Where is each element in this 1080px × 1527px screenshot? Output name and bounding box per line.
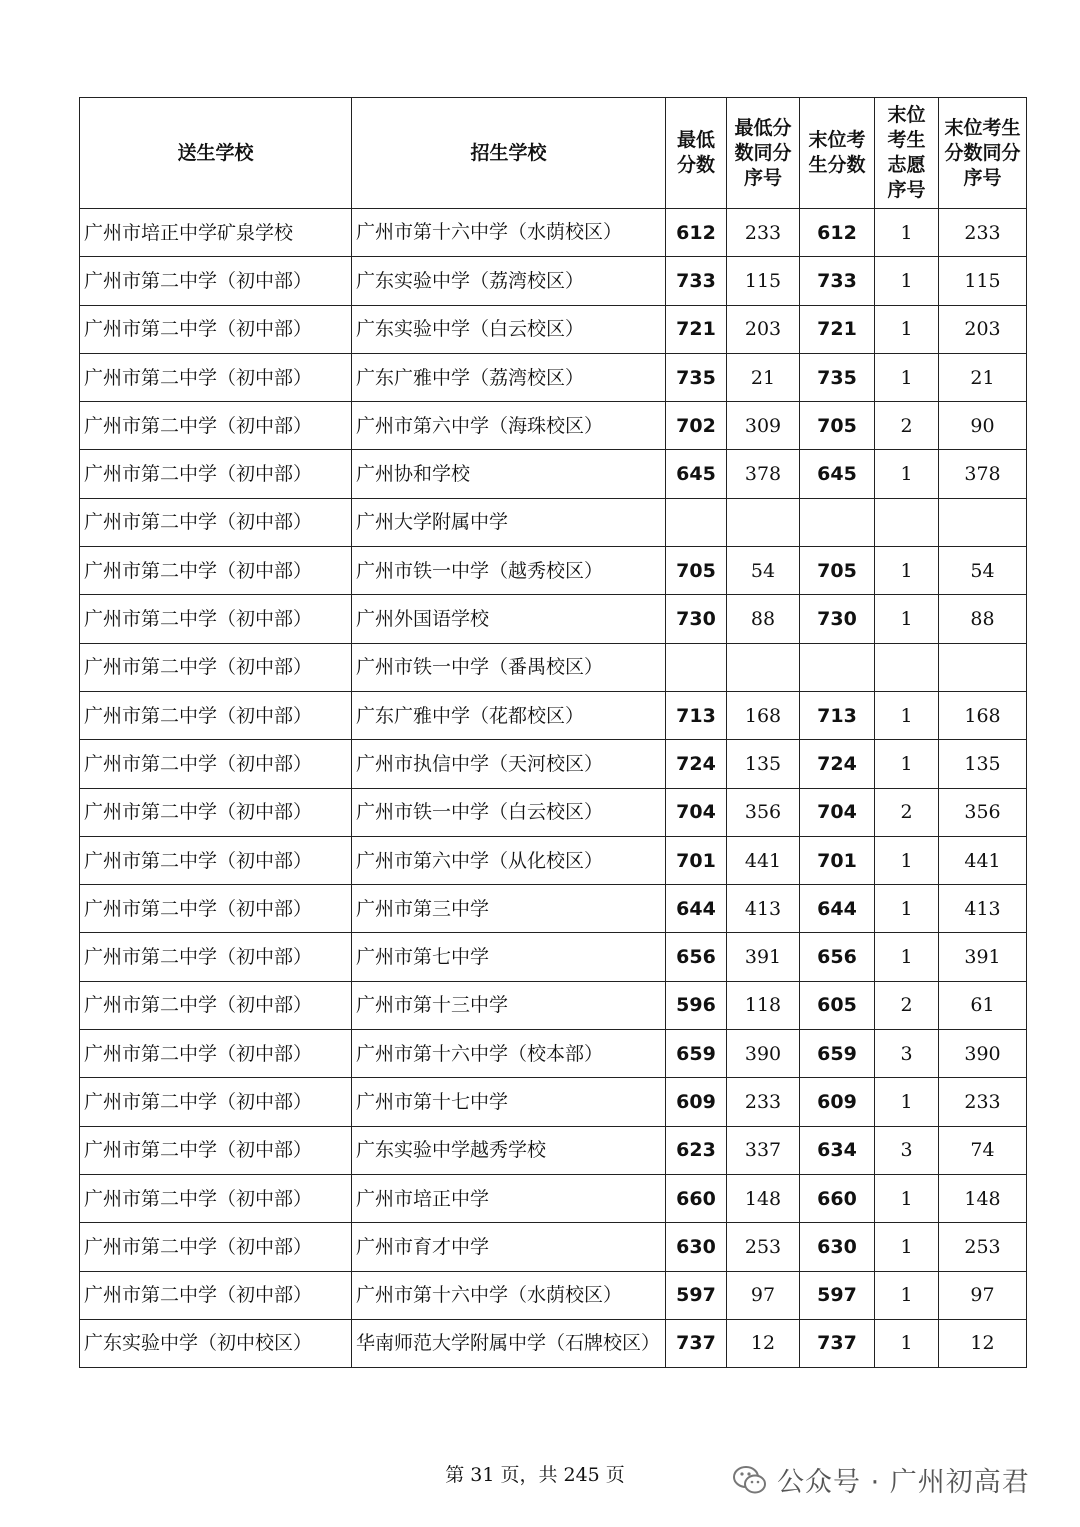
- last-choice-order-cell: 1: [875, 305, 939, 353]
- header-admitting-school: 招生学校: [352, 98, 666, 209]
- sending-school-cell: 广州市第二中学（初中部）: [80, 353, 352, 401]
- sending-school-cell: 广州市培正中学矿泉学校: [80, 209, 352, 257]
- min-score-rank-cell: [727, 643, 800, 691]
- min-score-cell: 656: [666, 933, 727, 981]
- last-score-cell: 713: [800, 691, 875, 739]
- sending-school-cell: 广州市第二中学（初中部）: [80, 885, 352, 933]
- sending-school-cell: 广州市第二中学（初中部）: [80, 788, 352, 836]
- sending-school-cell: 广州市第二中学（初中部）: [80, 1126, 352, 1174]
- min-score-rank-cell: 233: [727, 209, 800, 257]
- last-score-cell: 701: [800, 836, 875, 884]
- last-score-rank-cell: 233: [939, 209, 1027, 257]
- min-score-rank-cell: 441: [727, 836, 800, 884]
- sending-school-cell: 广州市第二中学（初中部）: [80, 691, 352, 739]
- last-choice-order-cell: 1: [875, 1319, 939, 1367]
- admitting-school-cell: 广州市培正中学: [352, 1174, 666, 1222]
- last-score-rank-cell: 203: [939, 305, 1027, 353]
- table-row: [80, 740, 1027, 788]
- min-score-rank-cell: 168: [727, 691, 800, 739]
- last-score-cell: 724: [800, 740, 875, 788]
- admitting-school-cell: 广东广雅中学（荔湾校区）: [352, 353, 666, 401]
- last-score-rank-cell: 356: [939, 788, 1027, 836]
- admitting-school-cell: 广东实验中学（荔湾校区）: [352, 257, 666, 305]
- min-score-rank-cell: 88: [727, 595, 800, 643]
- min-score-rank-cell: 337: [727, 1126, 800, 1174]
- min-score-rank-cell: 148: [727, 1174, 800, 1222]
- table-row: [80, 885, 1027, 933]
- header-last-choice-order: 末位 考生 志愿 序号: [875, 98, 939, 209]
- min-score-rank-cell: 115: [727, 257, 800, 305]
- admitting-school-cell: 华南师范大学附属中学（石牌校区）: [352, 1319, 666, 1367]
- min-score-rank-cell: 378: [727, 450, 800, 498]
- last-score-cell: 721: [800, 305, 875, 353]
- last-score-rank-cell: [939, 498, 1027, 546]
- last-score-rank-cell: 378: [939, 450, 1027, 498]
- admitting-school-cell: 广州市铁一中学（越秀校区）: [352, 547, 666, 595]
- min-score-cell: 701: [666, 836, 727, 884]
- min-score-rank-cell: 309: [727, 402, 800, 450]
- min-score-rank-cell: 390: [727, 1030, 800, 1078]
- table-row: [80, 450, 1027, 498]
- table-row: [80, 595, 1027, 643]
- header-min-score: 最低 分数: [666, 98, 727, 209]
- last-score-cell: 645: [800, 450, 875, 498]
- table-row: [80, 257, 1027, 305]
- last-choice-order-cell: 3: [875, 1126, 939, 1174]
- min-score-cell: 644: [666, 885, 727, 933]
- table-header-row: [80, 98, 1027, 209]
- min-score-rank-cell: 12: [727, 1319, 800, 1367]
- min-score-cell: 596: [666, 981, 727, 1029]
- admitting-school-cell: 广州市第六中学（从化校区）: [352, 836, 666, 884]
- table-row: [80, 402, 1027, 450]
- last-score-cell: 609: [800, 1078, 875, 1126]
- last-choice-order-cell: 3: [875, 1030, 939, 1078]
- table-row: [80, 1126, 1027, 1174]
- sending-school-cell: 广州市第二中学（初中部）: [80, 1174, 352, 1222]
- last-score-rank-cell: 97: [939, 1271, 1027, 1319]
- last-score-rank-cell: 441: [939, 836, 1027, 884]
- min-score-cell: [666, 498, 727, 546]
- min-score-cell: 609: [666, 1078, 727, 1126]
- admitting-school-cell: 广州市第三中学: [352, 885, 666, 933]
- admitting-school-cell: 广州大学附属中学: [352, 498, 666, 546]
- last-choice-order-cell: 1: [875, 691, 939, 739]
- min-score-rank-cell: 21: [727, 353, 800, 401]
- last-score-cell: 597: [800, 1271, 875, 1319]
- table-row: [80, 1319, 1027, 1367]
- last-choice-order-cell: 2: [875, 981, 939, 1029]
- sending-school-cell: 广州市第二中学（初中部）: [80, 836, 352, 884]
- sending-school-cell: 广州市第二中学（初中部）: [80, 1223, 352, 1271]
- last-choice-order-cell: [875, 643, 939, 691]
- sending-school-cell: 广州市第二中学（初中部）: [80, 1030, 352, 1078]
- min-score-rank-cell: 253: [727, 1223, 800, 1271]
- last-choice-order-cell: 1: [875, 1271, 939, 1319]
- wechat-icon: [733, 1465, 767, 1495]
- table-row: [80, 1223, 1027, 1271]
- last-score-rank-cell: 115: [939, 257, 1027, 305]
- table-row: [80, 788, 1027, 836]
- last-score-cell: 605: [800, 981, 875, 1029]
- admitting-school-cell: 广州市铁一中学（白云校区）: [352, 788, 666, 836]
- header-min-score-rank: 最低分 数同分 序号: [727, 98, 800, 209]
- admitting-school-cell: 广州市育才中学: [352, 1223, 666, 1271]
- admitting-school-cell: 广州协和学校: [352, 450, 666, 498]
- min-score-cell: 623: [666, 1126, 727, 1174]
- table-row: [80, 498, 1027, 546]
- min-score-cell: 702: [666, 402, 727, 450]
- table-row: [80, 691, 1027, 739]
- last-score-rank-cell: 390: [939, 1030, 1027, 1078]
- min-score-cell: 612: [666, 209, 727, 257]
- admitting-school-cell: 广州市第十六中学（校本部）: [352, 1030, 666, 1078]
- table-row: [80, 1030, 1027, 1078]
- table-row: [80, 643, 1027, 691]
- table-row: [80, 981, 1027, 1029]
- min-score-cell: 735: [666, 353, 727, 401]
- last-score-cell: [800, 498, 875, 546]
- min-score-cell: 704: [666, 788, 727, 836]
- last-choice-order-cell: 1: [875, 547, 939, 595]
- last-score-cell: 705: [800, 402, 875, 450]
- table-row: [80, 933, 1027, 981]
- admitting-school-cell: 广州市铁一中学（番禺校区）: [352, 643, 666, 691]
- last-score-rank-cell: 88: [939, 595, 1027, 643]
- admitting-school-cell: 广州市执信中学（天河校区）: [352, 740, 666, 788]
- watermark-text: 公众号 · 广州初高君: [777, 1467, 1030, 1498]
- last-score-rank-cell: 253: [939, 1223, 1027, 1271]
- min-score-rank-cell: 391: [727, 933, 800, 981]
- last-score-rank-cell: 168: [939, 691, 1027, 739]
- last-score-rank-cell: 413: [939, 885, 1027, 933]
- last-score-cell: 730: [800, 595, 875, 643]
- page-number: 第 31 页，共 245 页: [445, 1464, 625, 1486]
- last-choice-order-cell: 1: [875, 209, 939, 257]
- last-choice-order-cell: 1: [875, 836, 939, 884]
- min-score-cell: 737: [666, 1319, 727, 1367]
- last-choice-order-cell: 1: [875, 450, 939, 498]
- last-choice-order-cell: 1: [875, 1174, 939, 1222]
- min-score-cell: 705: [666, 547, 727, 595]
- last-score-rank-cell: 233: [939, 1078, 1027, 1126]
- sending-school-cell: 广州市第二中学（初中部）: [80, 498, 352, 546]
- admission-score-table: [79, 97, 1027, 1368]
- min-score-cell: 721: [666, 305, 727, 353]
- min-score-rank-cell: 135: [727, 740, 800, 788]
- last-score-cell: 644: [800, 885, 875, 933]
- header-last-score-rank: 末位考生 分数同分 序号: [939, 98, 1027, 209]
- table-row: [80, 209, 1027, 257]
- last-score-rank-cell: 391: [939, 933, 1027, 981]
- last-score-cell: 630: [800, 1223, 875, 1271]
- last-score-rank-cell: 21: [939, 353, 1027, 401]
- admitting-school-cell: 广州市第十三中学: [352, 981, 666, 1029]
- admitting-school-cell: 广东实验中学（白云校区）: [352, 305, 666, 353]
- sending-school-cell: 广东实验中学（初中校区）: [80, 1319, 352, 1367]
- sending-school-cell: 广州市第二中学（初中部）: [80, 1271, 352, 1319]
- min-score-cell: 733: [666, 257, 727, 305]
- min-score-rank-cell: 118: [727, 981, 800, 1029]
- admitting-school-cell: 广州市第七中学: [352, 933, 666, 981]
- last-score-cell: 659: [800, 1030, 875, 1078]
- min-score-cell: 660: [666, 1174, 727, 1222]
- last-choice-order-cell: [875, 498, 939, 546]
- table-row: [80, 836, 1027, 884]
- sending-school-cell: 广州市第二中学（初中部）: [80, 740, 352, 788]
- last-score-rank-cell: 12: [939, 1319, 1027, 1367]
- last-score-rank-cell: [939, 643, 1027, 691]
- last-choice-order-cell: 1: [875, 257, 939, 305]
- min-score-cell: 597: [666, 1271, 727, 1319]
- table-row: [80, 547, 1027, 595]
- min-score-rank-cell: 203: [727, 305, 800, 353]
- sending-school-cell: 广州市第二中学（初中部）: [80, 305, 352, 353]
- sending-school-cell: 广州市第二中学（初中部）: [80, 981, 352, 1029]
- watermark: [733, 1460, 1030, 1499]
- table-row: [80, 1271, 1027, 1319]
- min-score-cell: 659: [666, 1030, 727, 1078]
- table-row: [80, 1174, 1027, 1222]
- last-score-rank-cell: 148: [939, 1174, 1027, 1222]
- min-score-cell: 724: [666, 740, 727, 788]
- min-score-rank-cell: 54: [727, 547, 800, 595]
- min-score-rank-cell: 97: [727, 1271, 800, 1319]
- last-choice-order-cell: 2: [875, 402, 939, 450]
- last-choice-order-cell: 1: [875, 1078, 939, 1126]
- admitting-school-cell: 广东实验中学越秀学校: [352, 1126, 666, 1174]
- sending-school-cell: 广州市第二中学（初中部）: [80, 595, 352, 643]
- last-score-cell: 704: [800, 788, 875, 836]
- last-score-cell: 634: [800, 1126, 875, 1174]
- sending-school-cell: 广州市第二中学（初中部）: [80, 402, 352, 450]
- last-score-rank-cell: 74: [939, 1126, 1027, 1174]
- last-score-rank-cell: 54: [939, 547, 1027, 595]
- admitting-school-cell: 广州市第十七中学: [352, 1078, 666, 1126]
- last-score-cell: 705: [800, 547, 875, 595]
- last-choice-order-cell: 1: [875, 740, 939, 788]
- last-score-rank-cell: 135: [939, 740, 1027, 788]
- min-score-rank-cell: [727, 498, 800, 546]
- last-score-cell: 735: [800, 353, 875, 401]
- table-row: [80, 353, 1027, 401]
- min-score-cell: 630: [666, 1223, 727, 1271]
- last-score-cell: 737: [800, 1319, 875, 1367]
- min-score-cell: 730: [666, 595, 727, 643]
- sending-school-cell: 广州市第二中学（初中部）: [80, 257, 352, 305]
- admitting-school-cell: 广州市第十六中学（水荫校区）: [352, 209, 666, 257]
- last-choice-order-cell: 1: [875, 933, 939, 981]
- last-score-cell: 733: [800, 257, 875, 305]
- admitting-school-cell: 广东广雅中学（花都校区）: [352, 691, 666, 739]
- min-score-cell: 713: [666, 691, 727, 739]
- sending-school-cell: 广州市第二中学（初中部）: [80, 643, 352, 691]
- last-score-cell: 612: [800, 209, 875, 257]
- min-score-rank-cell: 356: [727, 788, 800, 836]
- last-choice-order-cell: 2: [875, 788, 939, 836]
- sending-school-cell: 广州市第二中学（初中部）: [80, 450, 352, 498]
- last-score-rank-cell: 61: [939, 981, 1027, 1029]
- table-row: [80, 1078, 1027, 1126]
- sending-school-cell: 广州市第二中学（初中部）: [80, 1078, 352, 1126]
- last-score-cell: [800, 643, 875, 691]
- min-score-cell: [666, 643, 727, 691]
- header-sending-school: 送生学校: [80, 98, 352, 209]
- min-score-rank-cell: 233: [727, 1078, 800, 1126]
- admitting-school-cell: 广州市第十六中学（水荫校区）: [352, 1271, 666, 1319]
- last-choice-order-cell: 1: [875, 353, 939, 401]
- last-choice-order-cell: 1: [875, 885, 939, 933]
- last-score-rank-cell: 90: [939, 402, 1027, 450]
- last-score-cell: 656: [800, 933, 875, 981]
- last-choice-order-cell: 1: [875, 1223, 939, 1271]
- table-row: [80, 305, 1027, 353]
- admitting-school-cell: 广州外国语学校: [352, 595, 666, 643]
- admitting-school-cell: 广州市第六中学（海珠校区）: [352, 402, 666, 450]
- min-score-cell: 645: [666, 450, 727, 498]
- sending-school-cell: 广州市第二中学（初中部）: [80, 933, 352, 981]
- header-last-score: 末位考 生分数: [800, 98, 875, 209]
- last-choice-order-cell: 1: [875, 595, 939, 643]
- sending-school-cell: 广州市第二中学（初中部）: [80, 547, 352, 595]
- min-score-rank-cell: 413: [727, 885, 800, 933]
- last-score-cell: 660: [800, 1174, 875, 1222]
